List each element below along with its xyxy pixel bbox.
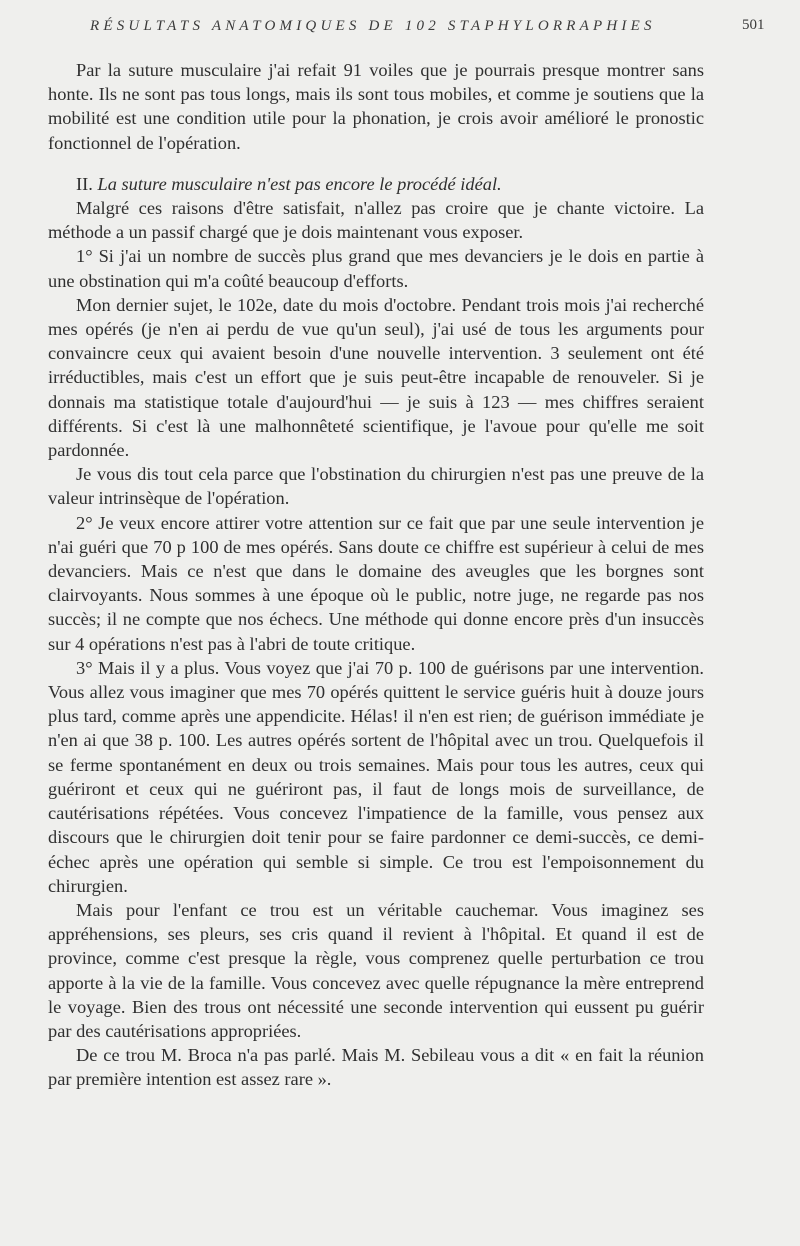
paragraph-6: 2° Je veux encore attirer votre attention sur ce fait que par une seule intervention je n'ai guéri que 70 p 100 de mes opérés. Sans doute ce chiffre est supérieur à celui de mes devanciers. Mais ce n'est que dans le domaine des aveugles que les borgnes sont clairvoyants. Nous sommes à une époque où le public, notre juge, ne regarde pas nos succès; il ne compte que nos échecs. Une méthode qui donne encore près d'un insuccès sur 4 opérations n'est pas à l'abri de toute critique.: [48, 512, 704, 654]
running-header: RÉSULTATS ANATOMIQUES DE 102 STAPHYLORRAPHIES: [90, 18, 656, 34]
section-heading: [48, 172, 704, 196]
paragraph-4: Mon dernier sujet, le 102e, date du mois d'octobre. Pendant trois mois j'ai recherché mes opérés (je n'en ai perdu de vue qu'un seul), j'ai usé de tous les arguments pour convaincre ceux qui avaient besoin d'une nouvelle intervention. 3 seulement ont été irréductibles, mais c'est un effort que je suis peut-être incapable de renouveler. Si je donnais ma statistique totale d'aujourd'hui — je suis à 123 — mes chiffres seraient différents. Si c'est là une malhonnêteté scientifique, je l'avoue pour qu'elle me soit pardonnée.: [48, 294, 704, 461]
paragraph-8: Mais pour l'enfant ce trou est un véritable cauchemar. Vous imaginez ses appréhensions, ses pleurs, ses cris quand il revient à l'hôpital. Et quand il est de province, comme c'est presque la règle, vous comprenez quelle perturbation ce trou apporte à la vie de la famille. Vous concevez avec quelle répugnance la mère entreprend le voyage. Bien des trous ont nécessité une seconde intervention qui eussent pu guérir par des cautérisations appropriées.: [48, 899, 704, 1041]
page-number: 501: [742, 17, 765, 33]
body-text: [48, 58, 704, 1092]
section-title: La suture musculaire n'est pas encore le procédé idéal.: [97, 173, 502, 194]
paragraph-5: Je vous dis tout cela parce que l'obstination du chirurgien n'est pas une preuve de la valeur intrinsèque de l'opération.: [48, 464, 704, 509]
paragraph-2: Malgré ces raisons d'être satisfait, n'allez pas croire que je chante victoire. La méthode a un passif chargé que je dois maintenant vous exposer.: [48, 198, 704, 243]
paragraph-9: De ce trou M. Broca n'a pas parlé. Mais M. Sebileau vous a dit « en fait la réunion par première intention est assez rare ».: [48, 1045, 704, 1090]
section-number: II.: [76, 173, 93, 194]
paragraph-3: 1° Si j'ai un nombre de succès plus grand que mes devanciers je le dois en partie à une obstination qui m'a coûté beaucoup d'efforts.: [48, 246, 704, 291]
paragraph-7: 3° Mais il y a plus. Vous voyez que j'ai 70 p. 100 de guérisons par une intervention. Vous allez vous imaginer que mes 70 opérés quittent le service guéris huit à douze jours plus tard, comme après une appendicite. Hélas! il n'en est rien; de guérison immédiate je n'en ai que 38 p. 100. Les autres opérés sortent de l'hôpital avec un trou. Quelquefois il se ferme spontanément en deux ou trois semaines. Mais pour tous les autres, ceux qui guériront et ceux qui ne guériront pas, il faut de longs mois de surveillance, de cautérisations répétées. Vous concevez l'impatience de la famille, vous pensez aux discours que le chirurgien doit tenir pour se faire pardonner ce demi-succès, ce demi-échec après une opération qui semble si simple. Ce trou est l'empoisonnement du chirurgien.: [48, 657, 704, 896]
paragraph-1: Par la suture musculaire j'ai refait 91 voiles que je pourrais presque montrer sans honte. Ils ne sont pas tous longs, mais ils sont tous mobiles, et comme je soutiens que la mobilité est une condition utile pour la phonation, je crois avoir amélioré le pronostic fonctionnel de l'opération.: [48, 60, 704, 153]
